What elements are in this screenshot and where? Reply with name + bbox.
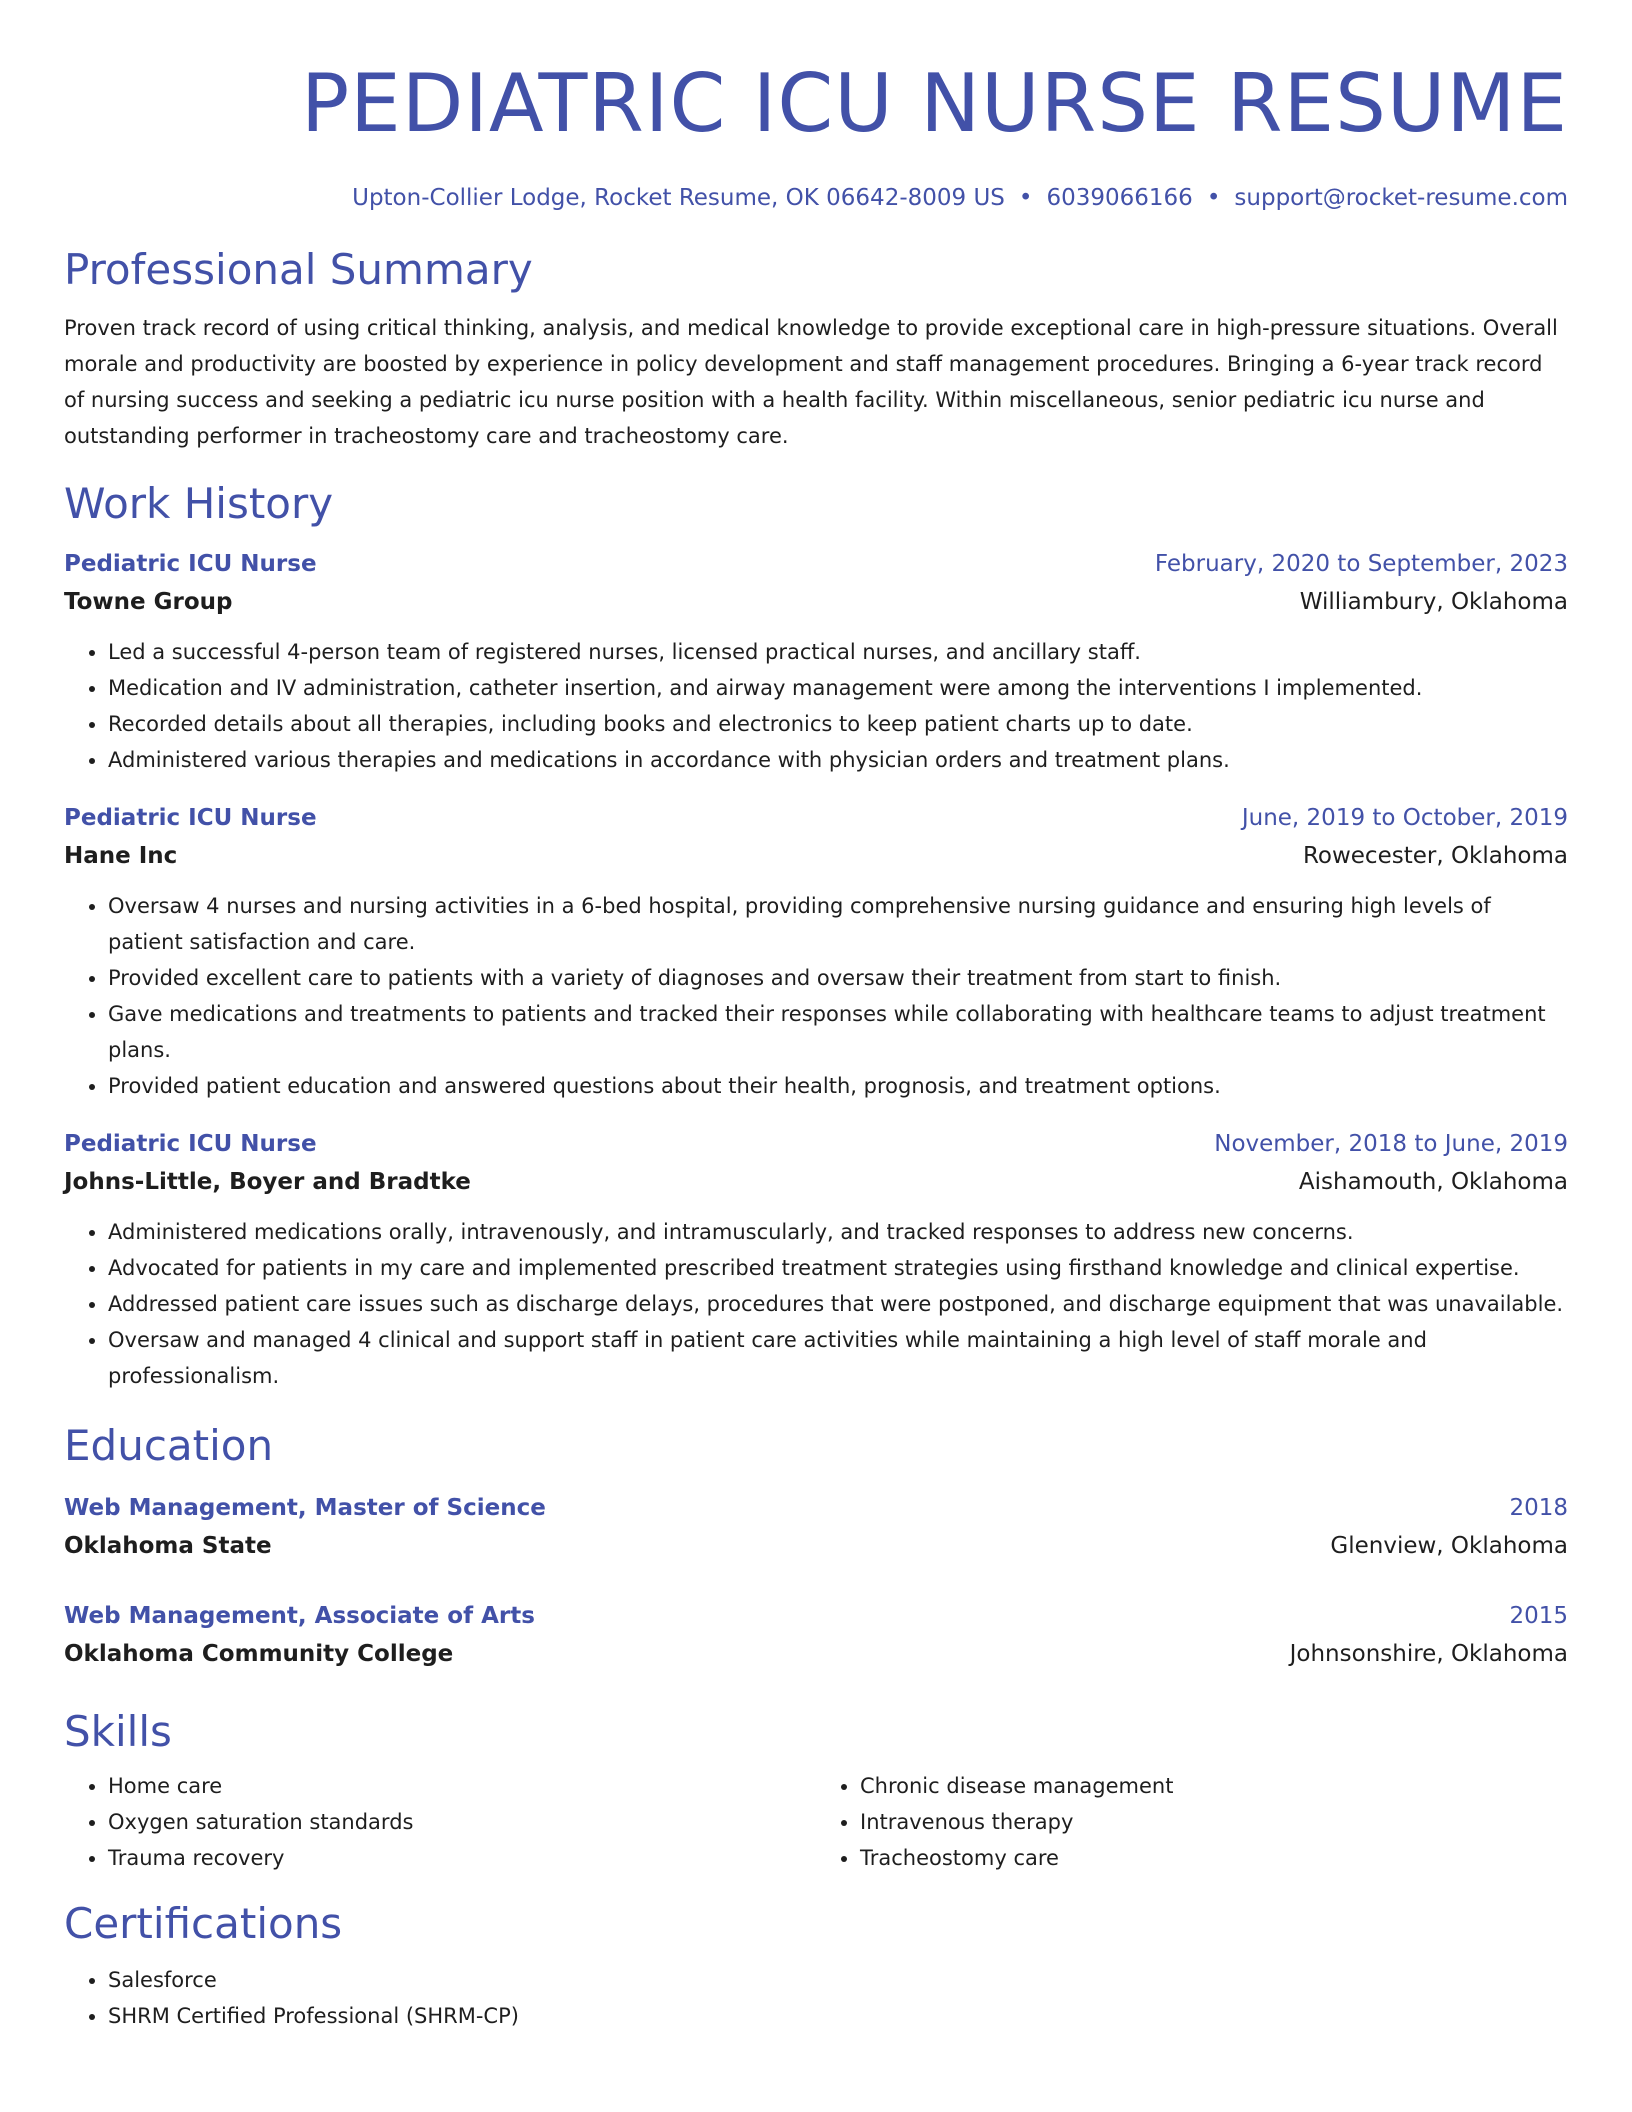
skills-grid <box>64 1768 1568 1876</box>
certification-item: • SHRM Certified Professional (SHRM-CP) <box>108 1998 1568 2034</box>
certifications-section <box>64 1898 1568 2034</box>
list-item: • Administered medications orally, intravenously, and intramuscularly, and tracked responses to address new concerns. <box>108 1214 1568 1250</box>
school-row <box>64 1526 1568 1566</box>
education-section <box>64 1420 1568 1674</box>
contact-separator: • <box>1206 185 1221 211</box>
job-company: Johns-Little, Boyer and Bradtke <box>64 1169 471 1195</box>
list-item: • Provided excellent care to patients with a variety of diagnoses and oversaw their treatment from start to finish. <box>108 960 1568 996</box>
skill-item: • Tracheostomy care <box>860 1840 1568 1876</box>
certification-item: • Salesforce <box>108 1962 1568 1998</box>
summary-text: Proven track record of using critical thinking, analysis, and medical knowledge to provide exceptional care in high-pressure situations. Overall morale and productivity are boosted by experience in policy development and staff management procedures. Bringing a 6-year track record of nursing success and seeking a pediatric icu nurse position with a health facility. Within miscellaneous, senior pediatric icu nurse and outstanding performer in tracheostomy care and tracheostomy care. <box>64 316 1558 448</box>
job-company: Hane Inc <box>64 843 178 869</box>
section-heading-skills: Skills <box>64 1707 172 1756</box>
degree-name: Web Management, Master of Science <box>64 1495 546 1521</box>
job-duties-list <box>64 1214 1568 1394</box>
resume-title: PEDIATRIC ICU NURSE RESUME <box>300 57 1568 150</box>
job-location: Aishamouth, Oklahoma <box>1298 1169 1568 1195</box>
job-location: Williambury, Oklahoma <box>1299 589 1568 615</box>
job-company-row <box>64 582 1568 622</box>
contact-phone: 6039066166 <box>1046 185 1193 211</box>
degree-row <box>64 1490 1568 1526</box>
list-item: • Provided patient education and answered questions about their health, prognosis, and treatment options. <box>108 1068 1568 1104</box>
section-heading-summary: Professional Summary <box>64 245 533 294</box>
list-item: • Oversaw and managed 4 clinical and support staff in patient care activities while maintaining a high level of staff morale and professionalism. <box>108 1322 1568 1394</box>
degree-year: 2018 <box>1509 1495 1568 1521</box>
school-name: Oklahoma State <box>64 1533 272 1559</box>
list-item: • Addressed patient care issues such as discharge delays, procedures that were postponed, and discharge equipment that was unavailable. <box>108 1286 1568 1322</box>
education-entry <box>64 1490 1568 1566</box>
job-location: Rowecester, Oklahoma <box>1302 843 1568 869</box>
job-dates: February, 2020 to September, 2023 <box>1154 551 1568 577</box>
contact-email: support@rocket-resume.com <box>1234 185 1568 211</box>
skill-item: • Intravenous therapy <box>860 1804 1568 1840</box>
school-row <box>64 1634 1568 1674</box>
job-title: Pediatric ICU Nurse <box>64 551 317 577</box>
list-item: • Medication and IV administration, catheter insertion, and airway management were among the interventions I implemented. <box>108 670 1568 706</box>
job-dates: June, 2019 to October, 2019 <box>1241 805 1568 831</box>
job-duties-list <box>64 888 1568 1104</box>
job-company-row <box>64 836 1568 876</box>
resume-header <box>64 0 1568 214</box>
school-name: Oklahoma Community College <box>64 1641 454 1667</box>
contact-separator: • <box>1018 185 1033 211</box>
section-heading-education: Education <box>64 1421 274 1470</box>
job-title: Pediatric ICU Nurse <box>64 805 317 831</box>
list-item: • Administered various therapies and medications in accordance with physician orders and treatment plans. <box>108 742 1568 778</box>
job-title-row <box>64 800 1568 836</box>
job-title-row <box>64 1126 1568 1162</box>
school-location: Glenview, Oklahoma <box>1330 1533 1568 1559</box>
job-duties-list <box>64 634 1568 778</box>
job-company-row <box>64 1162 1568 1202</box>
job-title-row <box>64 546 1568 582</box>
job-entry <box>64 800 1568 1104</box>
job-entry <box>64 546 1568 778</box>
school-location: Johnsonshire, Oklahoma <box>1289 1641 1568 1667</box>
contact-address: Upton-Collier Lodge, Rocket Resume, OK 06642-8009 US <box>352 185 1005 211</box>
job-entry <box>64 1126 1568 1394</box>
professional-summary-section <box>64 244 1568 454</box>
skills-list-left <box>64 1768 816 1876</box>
list-item: • Oversaw 4 nurses and nursing activities in a 6-bed hospital, providing comprehensive nursing guidance and ensuring high levels of patient satisfaction and care. <box>108 888 1568 960</box>
job-dates: November, 2018 to June, 2019 <box>1214 1131 1568 1157</box>
list-item: • Gave medications and treatments to patients and tracked their responses while collaborating with healthcare teams to adjust treatment plans. <box>108 996 1568 1068</box>
education-entry <box>64 1598 1568 1674</box>
job-company: Towne Group <box>64 589 233 615</box>
skill-item: • Trauma recovery <box>108 1840 816 1876</box>
contact-line <box>64 182 1568 214</box>
degree-year: 2015 <box>1509 1603 1568 1629</box>
degree-row <box>64 1598 1568 1634</box>
skill-item: • Chronic disease management <box>860 1768 1568 1804</box>
work-history-section <box>64 478 1568 1394</box>
skill-item: • Oxygen saturation standards <box>108 1804 816 1840</box>
section-heading-certifications: Certifications <box>64 1899 343 1948</box>
skill-item: • Home care <box>108 1768 816 1804</box>
job-title: Pediatric ICU Nurse <box>64 1131 317 1157</box>
list-item: • Advocated for patients in my care and implemented prescribed treatment strategies using firsthand knowledge and clinical expertise. <box>108 1250 1568 1286</box>
skills-list-right <box>816 1768 1568 1876</box>
skills-section <box>64 1706 1568 1876</box>
degree-name: Web Management, Associate of Arts <box>64 1603 535 1629</box>
section-heading-work: Work History <box>64 479 334 528</box>
certifications-list <box>64 1962 1568 2034</box>
list-item: • Led a successful 4-person team of registered nurses, licensed practical nurses, and ancillary staff. <box>108 634 1568 670</box>
list-item: • Recorded details about all therapies, including books and electronics to keep patient charts up to date. <box>108 706 1568 742</box>
